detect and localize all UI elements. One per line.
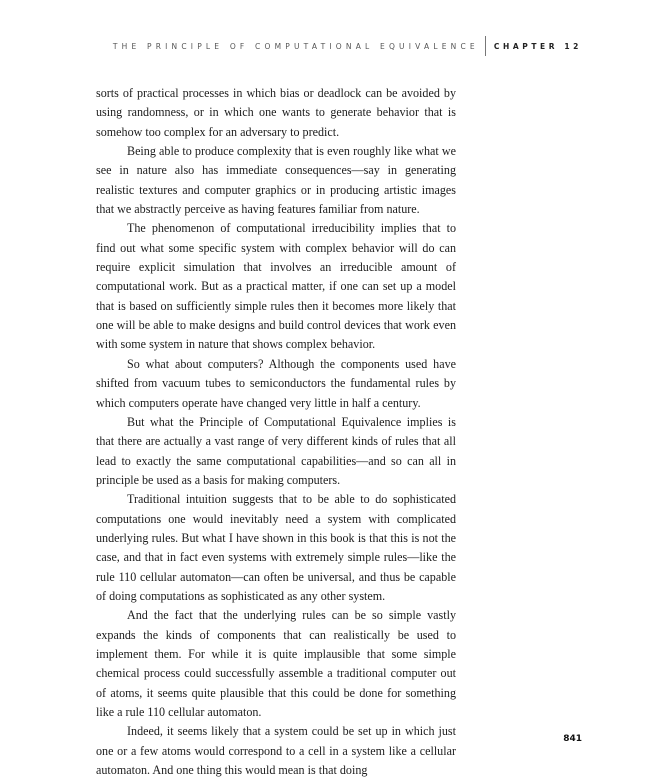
running-header	[113, 36, 582, 56]
paragraph-1: sorts of practical processes in which bias or deadlock can be avoided by using randomness, or in which one wants to generate behavior that is somehow too complex for an adversary to predict.	[96, 86, 456, 139]
paragraph-5: But what the Principle of Computational Equivalence implies is that there are actually a vast range of very different kinds of rules that all lead to exactly the same computational capabilities—and so can all in principle be used as a basis for making computers.	[96, 414, 456, 487]
paragraph-7: And the fact that the underlying rules can be so simple vastly expands the kinds of components that can realistically be used to implement them. For while it is quite implausible that some simple chemical process could successfully assemble a traditional computer out of atoms, it seems quite plausible that this could be done for something like a rule 110 cellular automaton.	[96, 608, 456, 719]
running-header-chapter: CHAPTER 12	[493, 41, 582, 51]
paragraph-3: The phenomenon of computational irreducibility implies that to find out what some specific system with complex behavior will do can require explicit simulation that involves an irreducible amount of computational work. But as a practical matter, if one can set up a model that is based on sufficiently simple rules then it becomes more likely that one will be able to make designs and build control devices that work even with some system in nature that shows complex behavior.	[96, 221, 456, 352]
paragraph-8: Indeed, it seems likely that a system could be set up in which just one or a few atoms would correspond to a cell in a system like a cellular automaton. And one thing this would mean is that doing	[96, 724, 456, 778]
paragraph-6: Traditional intuition suggests that to be able to do sophisticated computations one would inevitably need a system with complicated underlying rules. But what I have shown in this book is that this is not the case, and that in fact even systems with extremely simple rules—like the rule 110 cellular automaton—can often be universal, and thus be capable of doing computations as sophisticated as any other system.	[96, 492, 456, 603]
header-divider	[485, 36, 486, 56]
running-header-title: THE PRINCIPLE OF COMPUTATIONAL EQUIVALENCE	[112, 41, 479, 51]
paragraph-4: So what about computers? Although the components used have shifted from vacuum tubes to semiconductors the fundamental rules by which computers operate have changed very little in half a century.	[96, 356, 456, 410]
paragraph-2: Being able to produce complexity that is even roughly like what we see in nature also has immediate consequences—say in generating realistic textures and computer graphics or in producing artistic images that we abstractly perceive as having features familiar from nature.	[96, 144, 456, 217]
body-text	[96, 84, 456, 780]
page-number: 841	[563, 734, 582, 744]
